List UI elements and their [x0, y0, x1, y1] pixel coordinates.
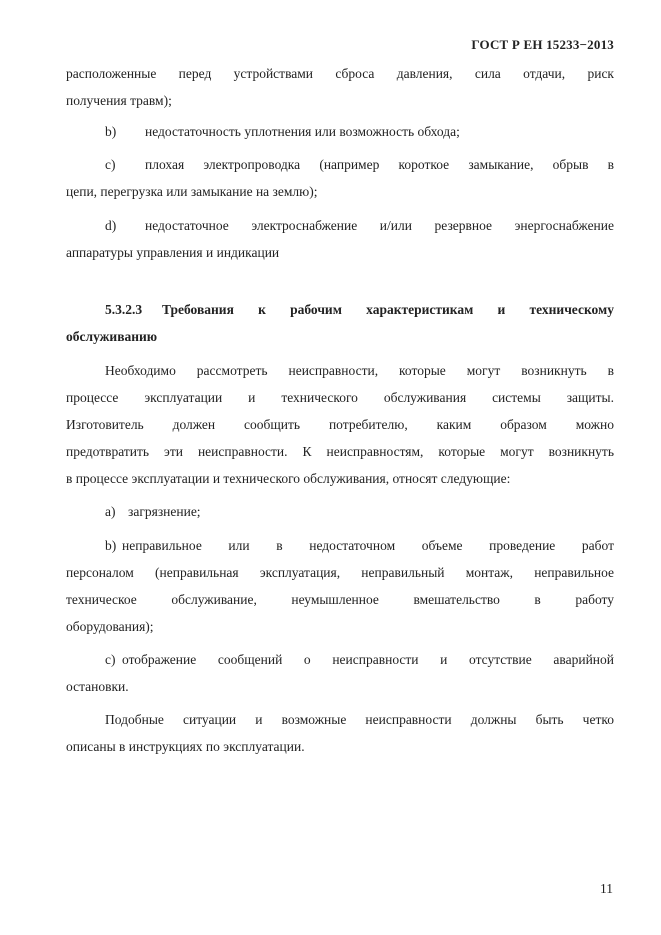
paragraph-line: предотвратить эти неисправности. К неисправностям, которые могут возникнуть — [66, 444, 614, 459]
list-marker: b) — [105, 124, 117, 139]
list-item-text: отображение сообщений о неисправности и отсутствие аварийной — [122, 652, 614, 667]
paragraph-line: в процессе эксплуатации и технического обслуживания, относят следующие: — [66, 471, 511, 486]
list-item-text: загрязнение; — [128, 504, 201, 519]
list-item-text: плохая электропроводка (например короткое замыкание, обрыв в — [145, 157, 614, 172]
page-number: 11 — [600, 881, 613, 896]
paragraph-line: описаны в инструкциях по эксплуатации. — [66, 739, 305, 754]
section-title: обслуживанию — [66, 329, 158, 344]
intro-line: получения травм); — [66, 93, 172, 108]
paragraph-line: Изготовитель должен сообщить потребителю, каким образом можно — [66, 417, 614, 432]
list-item-text: остановки. — [66, 679, 129, 694]
paragraph-line: процессе эксплуатации и технического обслуживания системы защиты. — [66, 390, 614, 405]
list-marker: d) — [105, 218, 117, 233]
list-item-text: неправильное или в недостаточном объеме проведение работ — [122, 538, 614, 553]
list-item-text: недостаточное электроснабжение и/или резервное энергоснабжение — [145, 218, 614, 233]
list-item-text: персоналом (неправильная эксплуатация, неправильный монтаж, неправильное — [66, 565, 614, 580]
intro-line: расположенные перед устройствами сброса давления, сила отдачи, риск — [66, 66, 614, 81]
section-number: 5.3.2.3 — [105, 302, 143, 317]
list-item-text: оборудования); — [66, 619, 154, 634]
list-marker: b) — [105, 538, 117, 553]
list-marker: c) — [105, 157, 116, 172]
section-title: Требования к рабочим характеристикам и техническому — [162, 302, 614, 317]
list-item-text: цепи, перегрузка или замыкание на землю); — [66, 184, 318, 199]
list-item-text: аппаратуры управления и индикации — [66, 245, 280, 260]
paragraph-line: Необходимо рассмотреть неисправности, которые могут возникнуть в — [105, 363, 614, 378]
document-code-header: ГОСТ Р ЕН 15233−2013 — [471, 37, 614, 52]
paragraph-line: Подобные ситуации и возможные неисправности должны быть четко — [105, 712, 614, 727]
list-item-text: техническое обслуживание, неумышленное вмешательство в работу — [66, 592, 614, 607]
list-marker: a) — [105, 504, 116, 519]
list-item-text: недостаточность уплотнения или возможность обхода; — [145, 124, 460, 139]
list-marker: c) — [105, 652, 116, 667]
